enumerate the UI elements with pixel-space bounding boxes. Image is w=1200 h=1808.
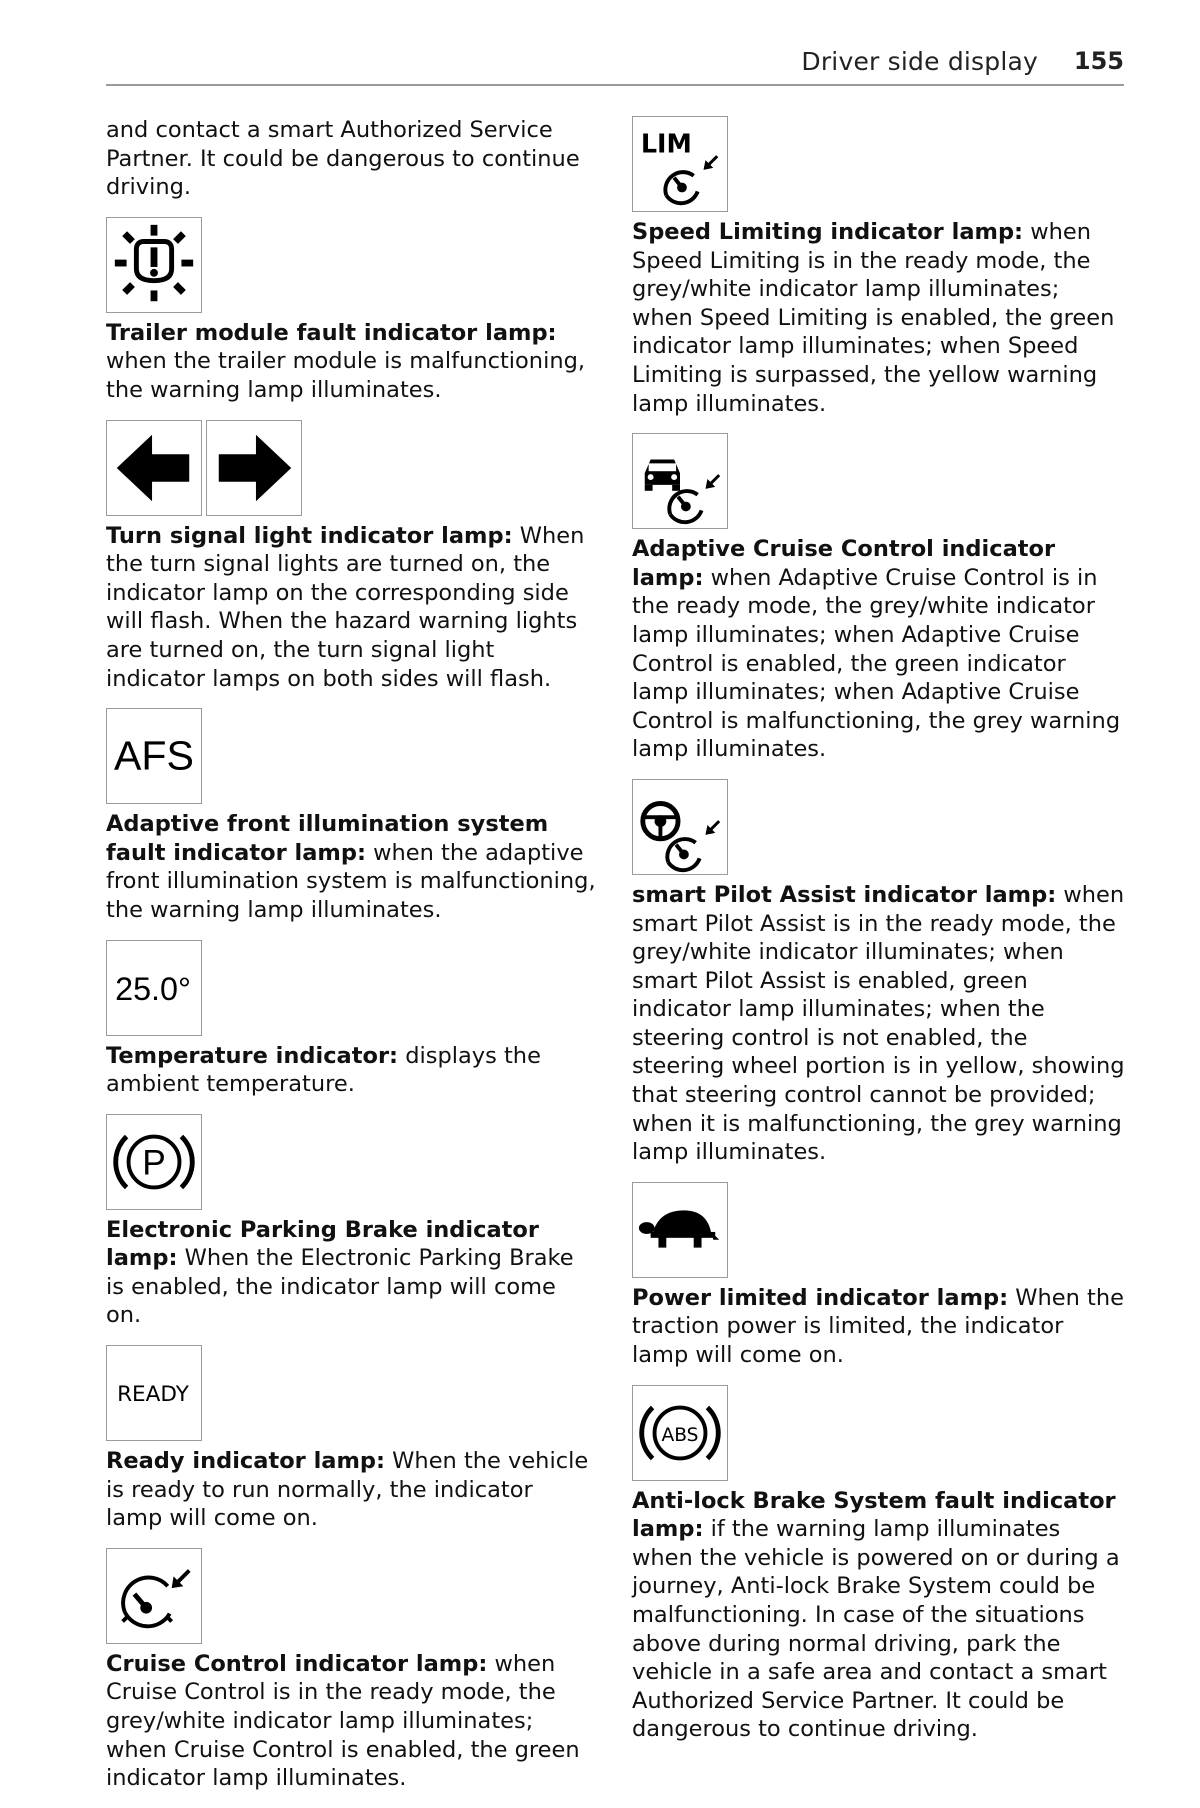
pilot-assist-icon (632, 779, 728, 875)
speed-limiting-entry (632, 116, 1126, 418)
temperature-title: Temperature indicator: (106, 1042, 399, 1069)
power-limited-title: Power limited indicator lamp: (632, 1284, 1009, 1311)
speed-limiting-text: when Speed Limiting is in the ready mode, the grey/white indicator lamp illuminates; when Speed Limiting is enabled, the green indicator lamp illuminates; when Speed Limiting is surpassed, the yellow warning lamp illuminates. (632, 219, 1115, 417)
cruise-control-icon (106, 1548, 202, 1644)
temperature-entry (106, 940, 596, 1099)
parking-brake-text: When the Electronic Parking Brake is enabled, the indicator lamp will come on. (106, 1245, 574, 1329)
turn-signal-entry (106, 420, 596, 694)
pilot-assist-entry (632, 779, 1126, 1167)
power-limited-text: When the traction power is limited, the indicator lamp will come on. (632, 1284, 1124, 1369)
parking-brake-title: Electronic Parking Brake indicator lamp: (106, 1216, 539, 1272)
ready-icon-label: READY (117, 1381, 189, 1407)
ready-entry (106, 1345, 596, 1533)
turtle-icon (632, 1182, 728, 1278)
speed-limiting-icon (632, 116, 728, 212)
acc-entry (632, 433, 1126, 764)
parking-brake-icon (106, 1114, 202, 1210)
page-header (106, 40, 1124, 86)
afs-title: Adaptive front illumination system fault indicator lamp: (106, 811, 549, 866)
afs-text: when the adaptive front illumination system is malfunctioning, the warning lamp illuminates. (106, 839, 596, 923)
section-title: Driver side display (801, 47, 1038, 76)
right-arrow-icon (206, 420, 302, 516)
intro-text: and contact a smart Authorized Service Partner. It could be dangerous to continue driving. (106, 117, 580, 201)
pilot-assist-title: smart Pilot Assist indicator lamp: (632, 881, 1057, 908)
cruise-control-entry (106, 1548, 596, 1793)
parking-brake-entry (106, 1114, 596, 1330)
abs-icon (632, 1385, 728, 1481)
abs-text: if the warning lamp illuminates when the vehicle is powered on or during a journey, Anti-lock Brake System could be malfunctioning. In case of the situations above during normal driving, park the vehicle in a safe area and contact a smart Authorized Service Partner. It could be dangerous to continue driving. (632, 1516, 1120, 1743)
speed-limiting-icon-label: LIM (640, 129, 692, 160)
cruise-control-title: Cruise Control indicator lamp: (106, 1650, 488, 1677)
parking-brake-icon-label: P (142, 1143, 166, 1183)
left-column (106, 116, 596, 1808)
cruise-control-text: when Cruise Control is in the ready mode, the grey/white indicator lamp illuminates; when Cruise Control is enabled, the green indicator lamp illuminates. (106, 1650, 580, 1792)
abs-entry (632, 1385, 1126, 1744)
temperature-text: displays the ambient temperature. (106, 1042, 541, 1098)
speed-limiting-title: Speed Limiting indicator lamp: (632, 219, 1024, 245)
trailer-entry (106, 217, 596, 405)
abs-title: Anti-lock Brake System fault indicator lamp: (632, 1487, 1116, 1543)
trailer-title: Trailer module fault indicator lamp: (106, 319, 557, 346)
left-arrow-icon (106, 420, 202, 516)
page-number: 155 (1073, 47, 1124, 75)
pilot-assist-text: when smart Pilot Assist is in the ready mode, the grey/white indicator illuminates; when smart Pilot Assist is enabled, green indicator lamp illuminates; when the steering control is not enabled, the steering wheel portion is in yellow, showing that steering control cannot be provided; when it is malfunctioning, the grey warning lamp illuminates. (632, 881, 1125, 1166)
right-column (632, 116, 1126, 1759)
ready-title: Ready indicator lamp: (106, 1448, 386, 1475)
trailer-text: when the trailer module is malfunctioning, the warning lamp illuminates. (106, 348, 586, 403)
turn-title: Turn signal light indicator lamp: (106, 522, 513, 549)
acc-title: Adaptive Cruise Control indicator lamp: (632, 536, 1056, 591)
turn-text: When the turn signal lights are turned on, the indicator lamp on the corresponding side will flash. When the hazard warning lights are turned on, the turn signal light indicator lamps on both sides will flash. (106, 522, 585, 692)
power-limited-entry (632, 1182, 1126, 1370)
temperature-icon-label: 25.0° (115, 970, 191, 1007)
adaptive-cruise-icon (632, 433, 728, 529)
trailer-fault-icon (106, 217, 202, 313)
afs-icon-label: AFS (114, 732, 194, 779)
afs-icon (106, 708, 202, 804)
abs-icon-label: ABS (661, 1424, 699, 1446)
afs-entry (106, 708, 596, 924)
acc-text: when Adaptive Cruise Control is in the ready mode, the grey/white indicator lamp illuminates; when Adaptive Cruise Control is enabled, the green indicator lamp illuminates; when Adaptive Cruise Control is malfunctioning, the grey warning lamp illuminates. (632, 564, 1121, 763)
ready-icon (106, 1345, 202, 1441)
temperature-icon (106, 940, 202, 1036)
ready-text: When the vehicle is ready to run normally, the indicator lamp will come on. (106, 1448, 589, 1532)
